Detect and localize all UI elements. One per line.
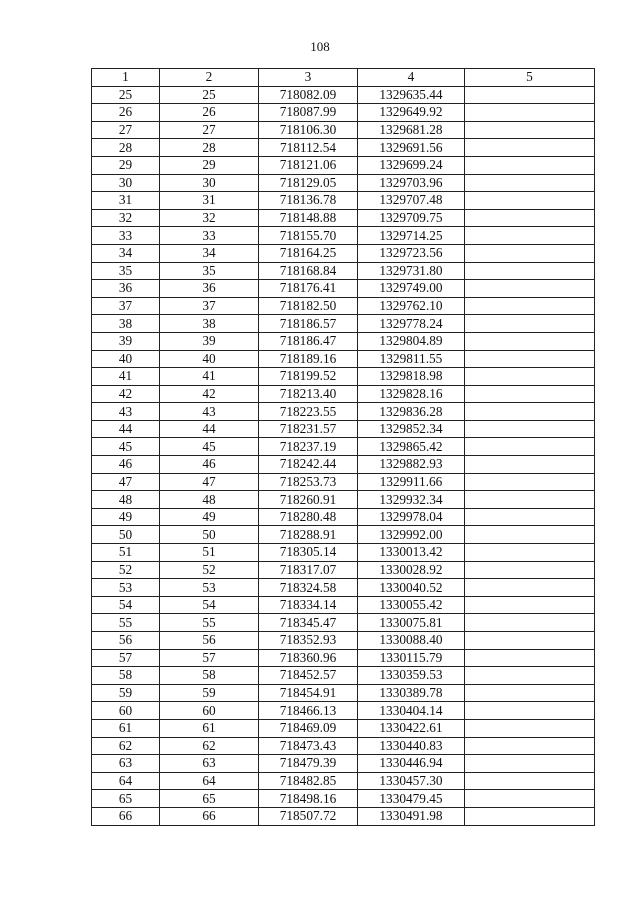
table-cell: 1330457.30: [358, 772, 465, 790]
table-cell: 1330479.45: [358, 790, 465, 808]
table-cell: 59: [92, 684, 160, 702]
table-cell: 718334.14: [259, 596, 358, 614]
table-cell: 1329714.25: [358, 227, 465, 245]
table-cell: 42: [160, 385, 259, 403]
table-cell: [465, 350, 595, 368]
table-cell: [465, 702, 595, 720]
table-cell: 1330404.14: [358, 702, 465, 720]
table-cell: 37: [92, 297, 160, 315]
table-row: [92, 315, 595, 333]
table-cell: 46: [160, 456, 259, 474]
table-row: [92, 244, 595, 262]
table-cell: [465, 315, 595, 333]
table-cell: 36: [160, 280, 259, 298]
table-row: [92, 491, 595, 509]
table-cell: 28: [160, 139, 259, 157]
table-cell: [465, 807, 595, 825]
table-cell: 57: [92, 649, 160, 667]
table-cell: 43: [160, 403, 259, 421]
table-cell: 48: [92, 491, 160, 509]
table-cell: 1329852.34: [358, 420, 465, 438]
table-row: [92, 403, 595, 421]
table-cell: 58: [92, 667, 160, 685]
table-cell: 1330422.61: [358, 719, 465, 737]
table-cell: [465, 719, 595, 737]
table-cell: [465, 772, 595, 790]
table-cell: 53: [160, 579, 259, 597]
table-row: [92, 473, 595, 491]
table-cell: 718466.13: [259, 702, 358, 720]
table-cell: 718237.19: [259, 438, 358, 456]
table-row: [92, 649, 595, 667]
table-cell: 45: [92, 438, 160, 456]
table-cell: [465, 385, 595, 403]
table-cell: 55: [92, 614, 160, 632]
table-cell: 718168.84: [259, 262, 358, 280]
table-cell: 40: [160, 350, 259, 368]
table-cell: [465, 438, 595, 456]
table-cell: 1329731.80: [358, 262, 465, 280]
table-cell: [465, 121, 595, 139]
table-cell: 32: [92, 209, 160, 227]
table-cell: 718082.09: [259, 86, 358, 104]
table-cell: [465, 561, 595, 579]
table-cell: [465, 755, 595, 773]
table-cell: 718176.41: [259, 280, 358, 298]
table-cell: 1329865.42: [358, 438, 465, 456]
table-cell: 718148.88: [259, 209, 358, 227]
table-cell: 1330013.42: [358, 544, 465, 562]
table-cell: 38: [92, 315, 160, 333]
table-cell: 718242.44: [259, 456, 358, 474]
table-cell: 718317.07: [259, 561, 358, 579]
table-cell: [465, 632, 595, 650]
table-row: [92, 262, 595, 280]
table-row: [92, 614, 595, 632]
table-cell: 1329992.00: [358, 526, 465, 544]
table-row: [92, 807, 595, 825]
table-row: [92, 385, 595, 403]
table-row: [92, 579, 595, 597]
table-cell: 718087.99: [259, 104, 358, 122]
table-cell: 31: [92, 192, 160, 210]
table-cell: 1329681.28: [358, 121, 465, 139]
table-cell: 718288.91: [259, 526, 358, 544]
table-cell: 60: [160, 702, 259, 720]
table-row: [92, 544, 595, 562]
table-cell: 31: [160, 192, 259, 210]
table-cell: 57: [160, 649, 259, 667]
table-cell: 1329978.04: [358, 508, 465, 526]
table-row: [92, 772, 595, 790]
table-cell: [465, 420, 595, 438]
table-cell: 27: [92, 121, 160, 139]
table-cell: 718164.25: [259, 244, 358, 262]
table-row: [92, 526, 595, 544]
table-cell: [465, 262, 595, 280]
column-header: 3: [259, 69, 358, 87]
table-row: [92, 667, 595, 685]
table-row: [92, 368, 595, 386]
table-cell: 35: [92, 262, 160, 280]
table-cell: 1330075.81: [358, 614, 465, 632]
table-cell: 718106.30: [259, 121, 358, 139]
table-cell: 43: [92, 403, 160, 421]
table-cell: [465, 368, 595, 386]
table-cell: 1330088.40: [358, 632, 465, 650]
table-cell: 64: [160, 772, 259, 790]
table-cell: 1329635.44: [358, 86, 465, 104]
table-cell: [465, 684, 595, 702]
table-cell: 718182.50: [259, 297, 358, 315]
table-cell: [465, 139, 595, 157]
table-cell: 718473.43: [259, 737, 358, 755]
table-cell: 50: [92, 526, 160, 544]
table-cell: 40: [92, 350, 160, 368]
table-cell: 1329911.66: [358, 473, 465, 491]
table-cell: 1329749.00: [358, 280, 465, 298]
table-row: [92, 632, 595, 650]
table-row: [92, 684, 595, 702]
table-row: [92, 420, 595, 438]
table-cell: 1330359.53: [358, 667, 465, 685]
table-cell: 1329691.56: [358, 139, 465, 157]
table-cell: 718324.58: [259, 579, 358, 597]
table-cell: 1329804.89: [358, 332, 465, 350]
page-number: 108: [310, 39, 330, 54]
table-row: [92, 702, 595, 720]
table-cell: 1329882.93: [358, 456, 465, 474]
column-header: 4: [358, 69, 465, 87]
table-cell: 718189.16: [259, 350, 358, 368]
table-cell: 53: [92, 579, 160, 597]
table-cell: 64: [92, 772, 160, 790]
table-cell: 28: [92, 139, 160, 157]
table-cell: 51: [160, 544, 259, 562]
table-cell: 52: [160, 561, 259, 579]
table-cell: 42: [92, 385, 160, 403]
table-row: [92, 280, 595, 298]
table-cell: 44: [92, 420, 160, 438]
table-cell: 718345.47: [259, 614, 358, 632]
table-cell: 34: [160, 244, 259, 262]
table-cell: [465, 508, 595, 526]
table-cell: 39: [160, 332, 259, 350]
table-cell: 44: [160, 420, 259, 438]
table-cell: 718199.52: [259, 368, 358, 386]
table-row: [92, 350, 595, 368]
table-cell: 27: [160, 121, 259, 139]
table-cell: [465, 456, 595, 474]
table-cell: 30: [160, 174, 259, 192]
table-cell: 718112.54: [259, 139, 358, 157]
table-row: [92, 139, 595, 157]
table-cell: [465, 227, 595, 245]
table-cell: 718479.39: [259, 755, 358, 773]
table-cell: 718186.47: [259, 332, 358, 350]
table-cell: 33: [92, 227, 160, 245]
table-cell: 26: [92, 104, 160, 122]
table-cell: [465, 526, 595, 544]
table-cell: 718469.09: [259, 719, 358, 737]
table-cell: 41: [92, 368, 160, 386]
table-cell: 45: [160, 438, 259, 456]
table-cell: 718213.40: [259, 385, 358, 403]
table-cell: [465, 192, 595, 210]
table-cell: [465, 790, 595, 808]
table-cell: 50: [160, 526, 259, 544]
table-cell: 33: [160, 227, 259, 245]
table-cell: 1329932.34: [358, 491, 465, 509]
table-cell: 49: [160, 508, 259, 526]
table-cell: 25: [92, 86, 160, 104]
table-cell: 1329709.75: [358, 209, 465, 227]
table-cell: 54: [160, 596, 259, 614]
table-cell: 59: [160, 684, 259, 702]
table-cell: 47: [160, 473, 259, 491]
column-header: 5: [465, 69, 595, 87]
table-cell: [465, 596, 595, 614]
table-cell: 34: [92, 244, 160, 262]
table-cell: [465, 104, 595, 122]
table-cell: [465, 473, 595, 491]
table-cell: [465, 491, 595, 509]
table-row: [92, 755, 595, 773]
table-cell: 52: [92, 561, 160, 579]
table-row: [92, 156, 595, 174]
column-header: 2: [160, 69, 259, 87]
table-cell: [465, 667, 595, 685]
table-cell: 1329723.56: [358, 244, 465, 262]
table-cell: [465, 280, 595, 298]
table-row: [92, 332, 595, 350]
table-cell: 55: [160, 614, 259, 632]
table-cell: [465, 332, 595, 350]
table-cell: 718223.55: [259, 403, 358, 421]
table-cell: 65: [92, 790, 160, 808]
table-cell: 1329778.24: [358, 315, 465, 333]
table-cell: 30: [92, 174, 160, 192]
table-cell: 1329762.10: [358, 297, 465, 315]
table-row: [92, 104, 595, 122]
table-cell: 62: [92, 737, 160, 755]
table-cell: 1330440.83: [358, 737, 465, 755]
table-cell: 63: [92, 755, 160, 773]
table-row: [92, 737, 595, 755]
table-cell: 25: [160, 86, 259, 104]
table-cell: 63: [160, 755, 259, 773]
table-cell: 56: [92, 632, 160, 650]
table-cell: [465, 403, 595, 421]
table-row: [92, 121, 595, 139]
table-cell: 26: [160, 104, 259, 122]
table-row: [92, 438, 595, 456]
table-row: [92, 86, 595, 104]
table-cell: 61: [160, 719, 259, 737]
table-cell: 1329828.16: [358, 385, 465, 403]
table-cell: 1330389.78: [358, 684, 465, 702]
table-cell: 718260.91: [259, 491, 358, 509]
table-cell: 718155.70: [259, 227, 358, 245]
coordinates-table: [91, 68, 595, 826]
table-cell: [465, 579, 595, 597]
table-cell: 29: [160, 156, 259, 174]
table-cell: [465, 156, 595, 174]
table-cell: 718186.57: [259, 315, 358, 333]
table-cell: 66: [160, 807, 259, 825]
table-cell: [465, 297, 595, 315]
table-cell: [465, 614, 595, 632]
table-cell: 718352.93: [259, 632, 358, 650]
table-cell: 54: [92, 596, 160, 614]
table-cell: [465, 174, 595, 192]
table-row: [92, 561, 595, 579]
table-row: [92, 209, 595, 227]
table-cell: [465, 737, 595, 755]
table-cell: 1329811.55: [358, 350, 465, 368]
table-cell: [465, 209, 595, 227]
table-cell: 66: [92, 807, 160, 825]
table-row: [92, 297, 595, 315]
table-cell: 1330446.94: [358, 755, 465, 773]
table-cell: 39: [92, 332, 160, 350]
table-cell: 56: [160, 632, 259, 650]
table-cell: 51: [92, 544, 160, 562]
table-cell: 718253.73: [259, 473, 358, 491]
table-row: [92, 790, 595, 808]
table-cell: 1329707.48: [358, 192, 465, 210]
table-cell: 58: [160, 667, 259, 685]
table-cell: [465, 544, 595, 562]
table-cell: 49: [92, 508, 160, 526]
table-cell: 29: [92, 156, 160, 174]
table-cell: 35: [160, 262, 259, 280]
table-cell: 37: [160, 297, 259, 315]
table-cell: 1329703.96: [358, 174, 465, 192]
table-cell: [465, 649, 595, 667]
table-cell: 718482.85: [259, 772, 358, 790]
table-row: [92, 174, 595, 192]
table-row: [92, 192, 595, 210]
table-cell: 718231.57: [259, 420, 358, 438]
table-cell: 62: [160, 737, 259, 755]
table-cell: 718280.48: [259, 508, 358, 526]
table-cell: 32: [160, 209, 259, 227]
table-cell: 46: [92, 456, 160, 474]
table-cell: 718507.72: [259, 807, 358, 825]
table-row: [92, 508, 595, 526]
table-cell: 41: [160, 368, 259, 386]
table-cell: 47: [92, 473, 160, 491]
table-cell: 65: [160, 790, 259, 808]
table-cell: 718129.05: [259, 174, 358, 192]
table-cell: 718360.96: [259, 649, 358, 667]
table-cell: 48: [160, 491, 259, 509]
table-cell: 1330055.42: [358, 596, 465, 614]
table-cell: 61: [92, 719, 160, 737]
table-cell: 38: [160, 315, 259, 333]
table-cell: 1330115.79: [358, 649, 465, 667]
table-row: [92, 719, 595, 737]
table-cell: 1329818.98: [358, 368, 465, 386]
table-cell: 36: [92, 280, 160, 298]
table-cell: 718454.91: [259, 684, 358, 702]
table-cell: [465, 244, 595, 262]
table-cell: 1329699.24: [358, 156, 465, 174]
header-row: [92, 69, 595, 87]
table-cell: [465, 86, 595, 104]
table-cell: 718121.06: [259, 156, 358, 174]
table-cell: 718452.57: [259, 667, 358, 685]
table-row: [92, 456, 595, 474]
table-cell: 1329649.92: [358, 104, 465, 122]
table-body: [92, 86, 595, 825]
table-cell: 718305.14: [259, 544, 358, 562]
table-cell: 718136.78: [259, 192, 358, 210]
table-cell: 1329836.28: [358, 403, 465, 421]
table-cell: 1330040.52: [358, 579, 465, 597]
table-cell: 718498.16: [259, 790, 358, 808]
table-row: [92, 227, 595, 245]
table-row: [92, 596, 595, 614]
table-cell: 1330028.92: [358, 561, 465, 579]
table-cell: 60: [92, 702, 160, 720]
table-cell: 1330491.98: [358, 807, 465, 825]
column-header: 1: [92, 69, 160, 87]
